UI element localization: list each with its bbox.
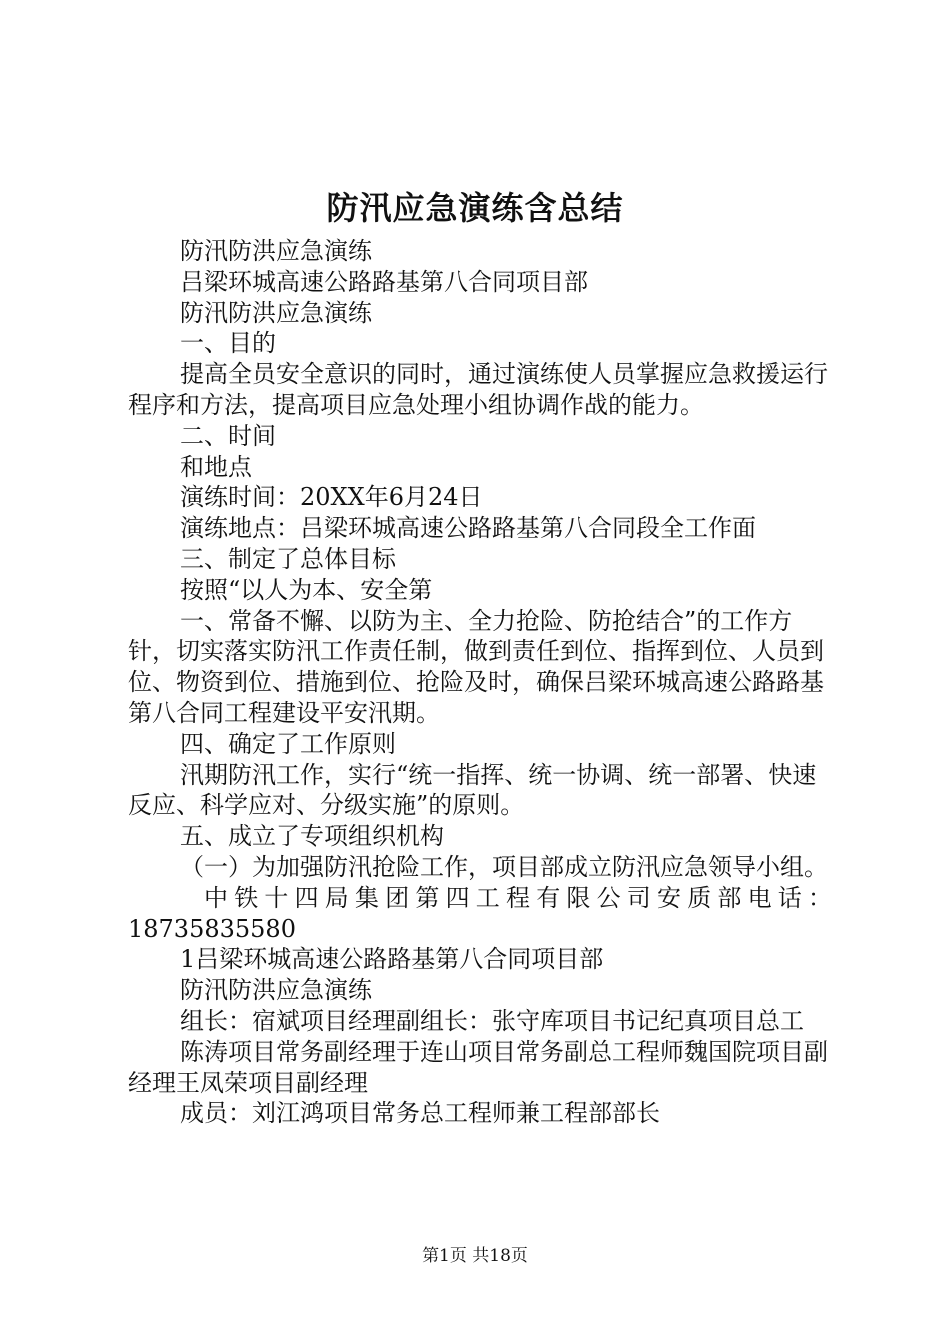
section-heading: 二、时间 [180, 421, 276, 450]
paragraph: 陈涛项目常务副经理于连山项目常务副总工程师魏国院项目副经理王凤荣项目副经理 [128, 1037, 828, 1097]
paragraph: 和地点 [180, 452, 252, 481]
paragraph: 1吕梁环城高速公路路基第八合同项目部 [180, 945, 604, 974]
paragraph: （一）为加强防汛抢险工作，项目部成立防汛应急领导小组。 [180, 852, 828, 881]
document-body [128, 236, 832, 1129]
paragraph: 演练地点：吕梁环城高速公路路基第八合同段全工作面 [180, 514, 756, 543]
paragraph: 防汛防洪应急演练 [180, 976, 372, 1005]
page-footer: 第1页 共18页 [422, 1246, 528, 1266]
section-heading: 五、成立了专项组织机构 [180, 822, 444, 851]
document-title: 防汛应急演练含总结 [326, 189, 624, 227]
paragraph: 防汛防洪应急演练 [180, 237, 372, 265]
section-heading: 一、目的 [180, 329, 276, 358]
paragraph: 中铁十四局集团第四工程有限公司安质部电话： [204, 883, 832, 912]
phone-number: 18735835580 [128, 914, 296, 943]
paragraph: 按照“以人为本、安全第 [180, 575, 433, 604]
paragraph: 演练时间：20XX年6月24日 [180, 483, 483, 512]
paragraph: 一、常备不懈、以防为主、全力抢险、防抢结合”的工作方针，切实落实防汛工作责任制，做到责任到位、指挥到位、人员到位、物资到位、措施到位、抢险及时，确保吕梁环城高速公路路基第八合同工程建设平安汛期。 [128, 606, 824, 727]
paragraph: 吕梁环城高速公路路基第八合同项目部 [180, 267, 588, 296]
paragraph: 成员：刘江鸿项目常务总工程师兼工程部部长 [180, 1099, 660, 1128]
paragraph: 汛期防汛工作，实行“统一指挥、统一协调、统一部署、快速反应、科学应对、分级实施”的原则。 [128, 760, 817, 820]
section-heading: 四、确定了工作原则 [180, 729, 396, 758]
paragraph: 提高全员安全意识的同时，通过演练使人员掌握应急救援运行程序和方法，提高项目应急处理小组协调作战的能力。 [128, 360, 828, 419]
paragraph: 组长：宿斌项目经理副组长：张守库项目书记纪真项目总工 [180, 1006, 804, 1035]
paragraph: 防汛防洪应急演练 [180, 298, 372, 327]
section-heading: 三、制定了总体目标 [180, 544, 396, 573]
